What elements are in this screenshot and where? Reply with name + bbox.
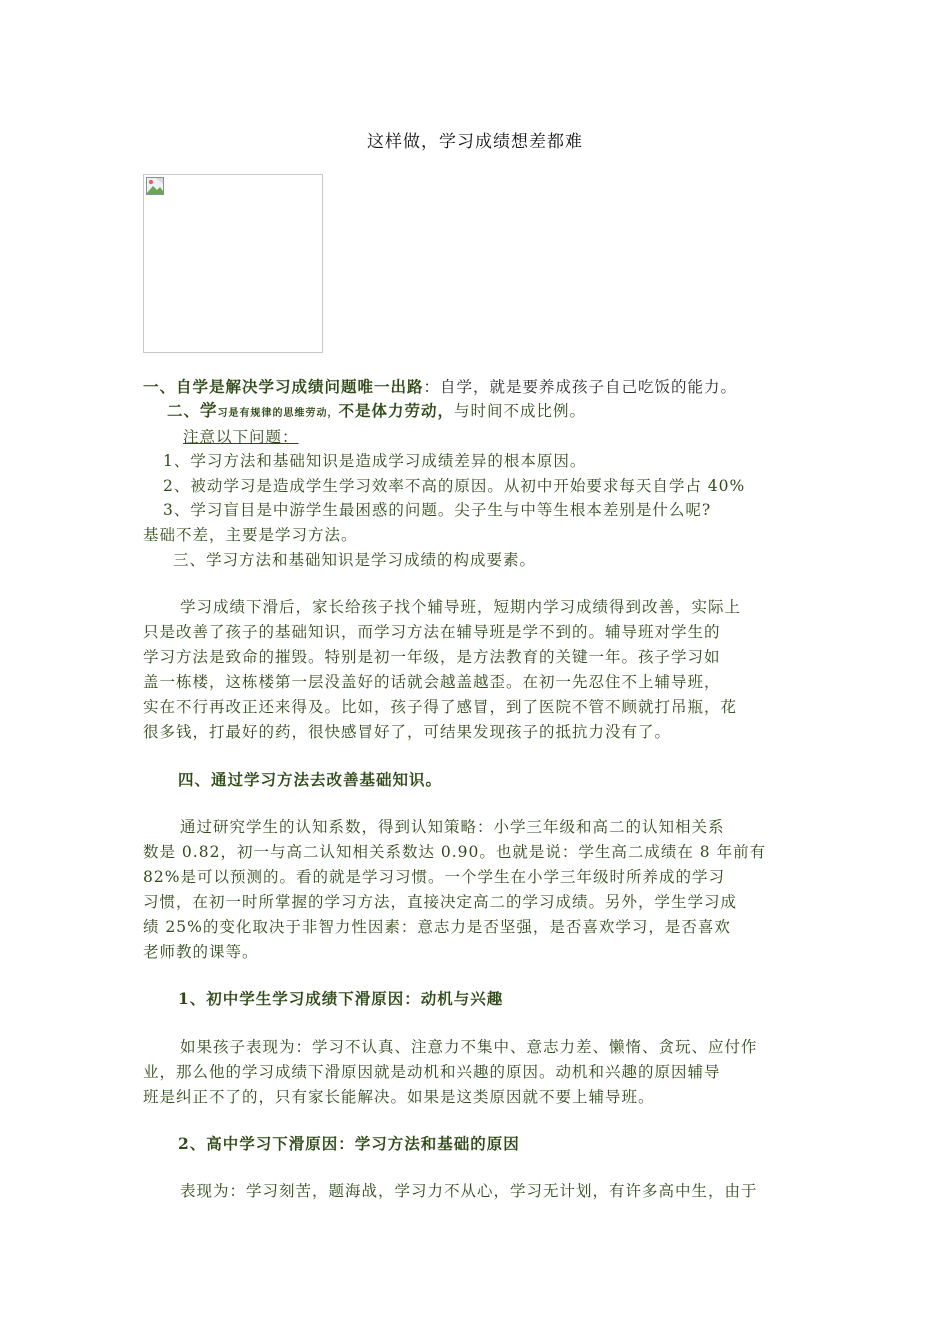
section-2-prefix: 二、 [167,401,201,420]
broken-image-icon [146,177,164,195]
paragraph-1-line: 学习方法是致命的摧毁。特别是初一年级，是方法教育的关键一年。孩子学习如 [143,648,721,666]
section-3-heading: 三、学习方法和基础知识是学习成绩的构成要素。 [173,551,537,569]
paragraph-2-line: 老师教的课等。 [143,943,259,961]
list-item: 基础不差，主要是学习方法。 [143,526,358,544]
subsection-1-heading: 1、初中学生学习成绩下滑原因：动机与兴趣 [178,989,504,1008]
section-2-bold-text: 不是体力劳动， [338,401,455,420]
section-2-small-text: 习是有规律的思维劳动， [217,408,339,419]
list-item: 1、学习方法和基础知识是造成学习成绩差异的根本原因。 [163,452,587,470]
paragraph-1-line: 很多钱，打最好的药，很快感冒好了，可结果发现孩子的抵抗力没有了。 [143,723,672,741]
paragraph-1-line: 盖一栋楼，这栋楼第一层没盖好的话就会越盖越歪。在初一先忍住不上辅导班， [143,673,721,691]
paragraph-2-line: 82%是可以预测的。看的就是学习习惯。一个学生在小学三年级时所养成的学习 [143,868,725,886]
section-1-line [143,378,737,396]
document-title: 这样做，学习成绩想差都难 [367,132,583,152]
paragraph-4-line: 表现为：学习刻苦，题海战，学习力不从心，学习无计划，有许多高中生，由于 [180,1182,758,1200]
section-2-text: 与时间不成比例。 [454,402,587,420]
note-heading: 注意以下问题： [183,428,299,446]
section-2-line [167,402,586,423]
section-4-heading: 四、通过学习方法去改善基础知识。 [178,770,443,789]
paragraph-1-line: 实在不行再改正还来得及。比如，孩子得了感冒，到了医院不管不顾就打吊瓶，花 [143,698,738,716]
list-item: 3、学习盲目是中游学生最困惑的问题。尖子生与中等生根本差别是什么呢? [163,501,712,519]
paragraph-2-line: 通过研究学生的认知系数，得到认知策略：小学三年级和高二的认知相关系 [180,818,725,836]
paragraph-1-line: 学习成绩下滑后，家长给孩子找个辅导班，短期内学习成绩得到改善，实际上 [180,598,742,616]
section-1-heading: 一、自学是解决学习成绩问题唯一出路 [143,377,424,396]
section-1-text: ：自学，就是要养成孩子自己吃饭的能力。 [423,378,738,396]
section-2-big-char: 学 [200,401,218,420]
paragraph-2-line: 绩 25%的变化取决于非智力性因素：意志力是否坚强，是否喜欢学习，是否喜欢 [143,918,731,936]
paragraph-1-line: 只是改善了孩子的基础知识，而学习方法在辅导班是学不到的。辅导班对学生的 [143,623,721,641]
paragraph-2-line: 习惯，在初一时所掌握的学习方法，直接决定高二的学习成绩。另外，学生学习成 [143,893,738,911]
paragraph-3-line: 班是纠正不了的，只有家长能解决。如果是这类原因就不要上辅导班。 [143,1088,655,1106]
paragraph-3-line: 如果孩子表现为：学习不认真、注意力不集中、意志力差、懒惰、贪玩、应付作 [180,1038,758,1056]
paragraph-2-line: 数是 0.82，初一与高二认知相关系数达 0.90。也就是说：学生高二成绩在 8 年前有 [143,843,767,861]
list-item: 2、被动学习是造成学生学习效率不高的原因。从初中开始要求每天自学占 40% [163,477,746,495]
subsection-2-heading: 2、高中学习下滑原因：学习方法和基础的原因 [178,1134,520,1153]
paragraph-3-line: 业，那么他的学习成绩下滑原因就是动机和兴趣的原因。动机和兴趣的原因辅导 [143,1063,721,1081]
image-placeholder [143,174,323,353]
